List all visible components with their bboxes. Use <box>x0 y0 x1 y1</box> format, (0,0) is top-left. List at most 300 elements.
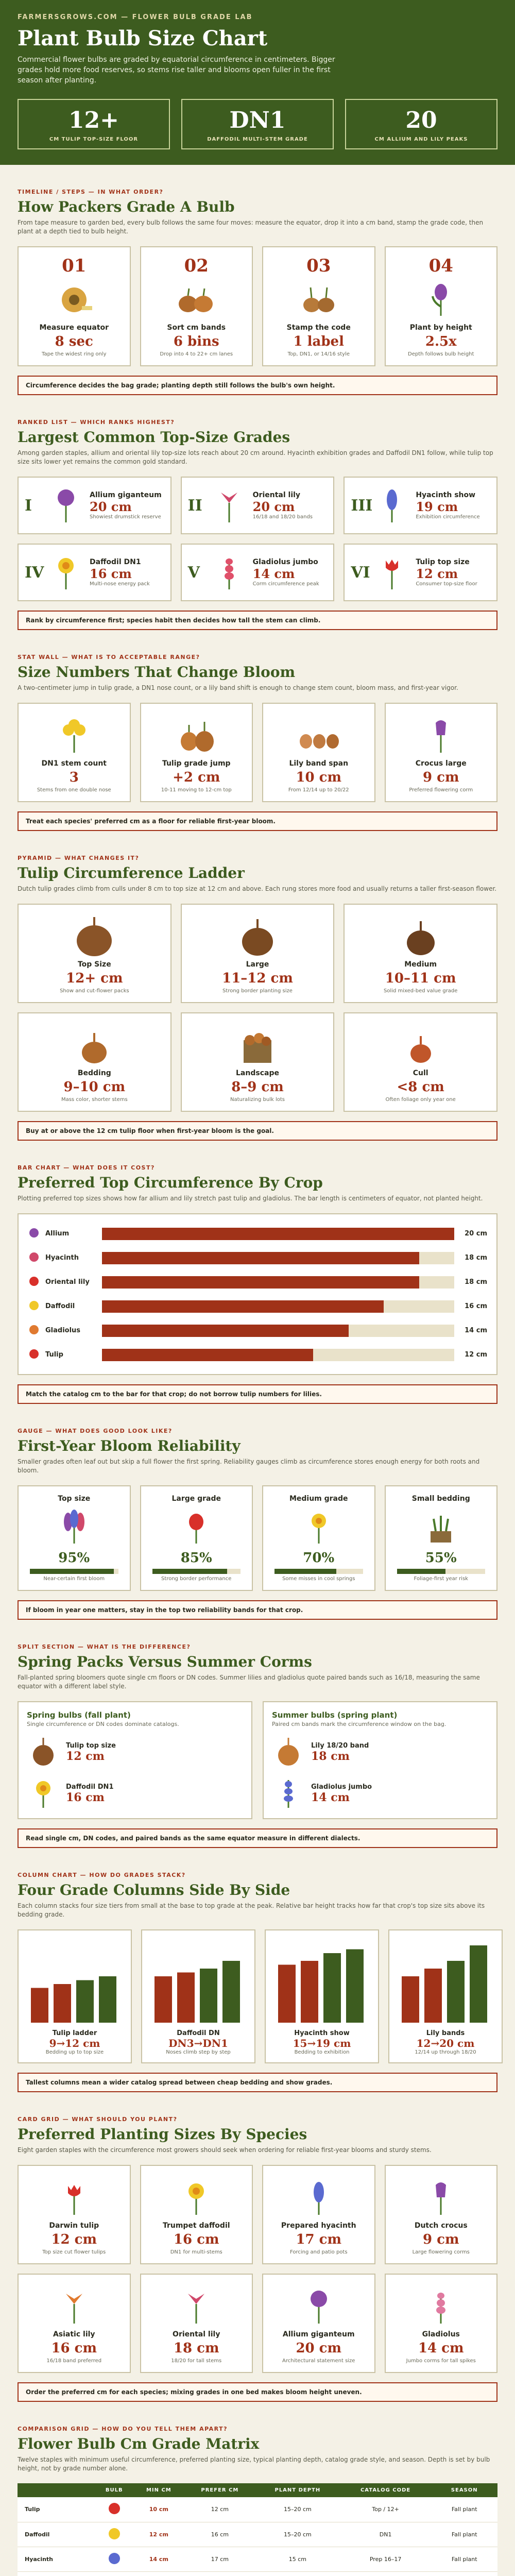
species-value: 16 cm <box>173 2232 219 2247</box>
panel-row <box>27 1736 243 1769</box>
column-name: Tulip ladder <box>52 2029 97 2037</box>
reliability-title: Small bedding <box>411 1495 470 1503</box>
reliability-callout: If bloom in year one matters, stay in the top two reliability bands for that crop. <box>18 1600 497 1620</box>
page-title: Plant Bulb Size Chart <box>18 26 268 50</box>
stat-note: From 12/14 up to 20/22 <box>288 787 349 793</box>
section-kicker: BAR CHART — WHAT DOES IT COST? <box>18 1164 155 1171</box>
section-title: Spring Packs Versus Summer Corms <box>18 1653 312 1670</box>
reliability-note: Near-certain first bloom <box>43 1576 105 1582</box>
table-header-cell: PLANT DEPTH <box>255 2483 340 2497</box>
topsize-section <box>0 419 515 630</box>
tape-measure-icon <box>25 281 124 318</box>
rank-number: III <box>351 496 373 515</box>
flower-icon <box>28 1227 45 1241</box>
section-kicker: PYRAMID — WHAT CHANGES IT? <box>18 855 140 861</box>
stat-label: CM ALLIUM AND LILY PEAKS <box>374 137 468 142</box>
flower-icon <box>28 1251 45 1265</box>
section-kicker: GAUGE — WHAT DOES GOOD LOOK LIKE? <box>18 1428 173 1434</box>
ladder-value: 10–11 cm <box>385 971 456 986</box>
stats-callout: Treat each species' preferred cm as a floor for reliable first-year bloom. <box>18 811 497 831</box>
column-value: 15→19 cm <box>293 2037 351 2049</box>
species-note: 18/20 for tall stems <box>171 2358 222 2364</box>
species-note: Architectural statement size <box>282 2358 355 2364</box>
crocus-icon <box>392 2179 491 2216</box>
hero-stat <box>345 99 497 149</box>
section-title: Tulip Circumference Ladder <box>18 865 245 882</box>
column-bar <box>346 1950 364 2023</box>
lily-bulb-icon <box>272 1736 305 1769</box>
ladder-value: 11–12 cm <box>222 971 293 986</box>
lily-icon <box>211 487 248 524</box>
species-name: Trumpet daffodil <box>162 2222 230 2230</box>
table-cell: 17 cm <box>184 2547 255 2571</box>
stat-title: Tulip grade jump <box>162 759 231 768</box>
column-bar <box>200 1969 217 2023</box>
column-note: Noses climb step by step <box>166 2049 231 2055</box>
bar <box>102 1300 384 1313</box>
bulb-label-icon <box>269 281 368 318</box>
step-note: Top, DN1, or 14/16 style <box>287 351 350 357</box>
panel-row-value: 14 cm <box>311 1790 350 1804</box>
bar-row <box>28 1294 487 1318</box>
reliability-pct: 95% <box>58 1550 90 1566</box>
species-note: Large flowering corms <box>412 2249 470 2255</box>
step-card <box>385 246 498 366</box>
tulip-icon <box>147 1508 246 1545</box>
panel-row-name: Tulip top size <box>66 1741 116 1750</box>
stat-title: Crocus large <box>415 759 467 768</box>
bar-value: 18 cm <box>465 1254 487 1262</box>
lily-icon <box>25 2288 124 2325</box>
reliability-note: Foliage-first year risk <box>414 1576 468 1582</box>
planting-flower-icon <box>392 281 491 318</box>
cell-name: Hyacinth <box>18 2547 95 2571</box>
topsize-callout: Rank by circumference first; species habit then decides how tall the stem can climb. <box>18 611 497 630</box>
column-name: Lily bands <box>426 2029 465 2037</box>
split-section <box>0 1643 515 1848</box>
section-kicker: COMPARISON GRID — HOW DO YOU TELL THEM APART? <box>18 2426 228 2432</box>
flower-icon <box>28 1275 45 1290</box>
species-card <box>18 2165 131 2264</box>
species-name: Gladiolus <box>422 2330 460 2338</box>
column-card <box>388 1929 503 2063</box>
ladder-value: 8–9 cm <box>231 1079 284 1095</box>
reliability-note: Some misses in cool springs <box>282 1576 355 1582</box>
section-desc: From tape measure to garden bed, every bulb follows the same four moves: measure the equator, drop it into a cm band, stamp the grade code, then plant at a depth tied to bulb height. <box>18 219 484 235</box>
bar-label: Oriental lily <box>45 1278 90 1286</box>
bulb-icon <box>95 2497 133 2522</box>
column-note: 12/14 up through 18/20 <box>415 2049 476 2055</box>
table-cell: 15–20 cm <box>255 2497 340 2522</box>
panel-sub: Single circumference or DN codes dominate catalogs. <box>27 1721 179 1727</box>
section-title: Preferred Top Circumference By Crop <box>18 1174 323 1191</box>
stat-big: 9 cm <box>423 770 459 785</box>
species-note: Forcing and patio pots <box>289 2249 348 2255</box>
bar-value: 20 cm <box>465 1230 487 1238</box>
hyacinth-icon <box>25 1508 124 1545</box>
table-row <box>18 2547 497 2571</box>
panel-row-value: 12 cm <box>66 1749 105 1763</box>
stat-card <box>140 703 253 802</box>
step-value: 1 label <box>293 334 344 349</box>
flower-icon <box>28 1348 45 1362</box>
rank-name: Hyacinth show <box>416 491 476 499</box>
spring-panel <box>18 1701 252 1819</box>
column-note: Bedding up to top size <box>45 2049 104 2055</box>
daffodil-icon <box>25 717 124 754</box>
bulb-icon <box>95 2547 133 2571</box>
rank-note: Consumer top-size floor <box>416 581 477 587</box>
allium-icon <box>47 487 84 524</box>
step-value: 8 sec <box>55 334 93 349</box>
column-bar <box>301 1961 318 2023</box>
stats-section <box>0 654 515 831</box>
topsize-grid <box>18 477 497 601</box>
column-chart <box>26 1938 124 2025</box>
species-grid <box>18 2165 497 2373</box>
tulip-icon <box>25 2179 124 2216</box>
ladder-note: Naturalizing bulk lots <box>230 1097 285 1103</box>
species-name: Asiatic lily <box>53 2330 95 2338</box>
rank-name: Gladiolus jumbo <box>252 558 318 566</box>
ladder-value: <8 cm <box>397 1079 444 1095</box>
reliability-card <box>140 1485 253 1591</box>
rank-name: Tulip top size <box>416 558 470 566</box>
column-value: 9→12 cm <box>49 2037 100 2049</box>
rank-value: 20 cm <box>252 499 295 514</box>
reliability-card <box>18 1485 131 1591</box>
reliability-pct: 55% <box>425 1550 457 1566</box>
table-cell: 10 cm <box>133 2497 184 2522</box>
column-bar <box>447 1961 465 2023</box>
species-card <box>140 2274 253 2373</box>
species-value: 18 cm <box>173 2341 219 2356</box>
table-cell: 12 cm <box>184 2497 255 2522</box>
table-header-cell <box>18 2483 95 2497</box>
stat-label: DAFFODIL MULTI-STEM GRADE <box>207 137 308 142</box>
bar <box>102 1325 349 1337</box>
ladder-grid <box>18 904 497 1112</box>
ladder-note: Strong border planting size <box>222 988 293 994</box>
column-bar <box>278 1965 296 2023</box>
bulb-icon <box>351 918 490 955</box>
step-title: Plant by height <box>409 324 472 332</box>
species-value: 14 cm <box>418 2341 464 2356</box>
cell-name <box>18 2571 95 2576</box>
bar-track <box>102 1228 454 1240</box>
table-cell: Top / 12+ <box>340 2497 432 2522</box>
rank-card <box>18 477 171 534</box>
species-name: Oriental lily <box>173 2330 220 2338</box>
column-name: Daffodil DN <box>177 2029 220 2037</box>
species-name: Darwin tulip <box>49 2222 99 2230</box>
rank-value: 19 cm <box>416 499 458 514</box>
rank-value: 12 cm <box>416 566 458 581</box>
stat-note: Stems from one double nose <box>37 787 111 793</box>
rank-card <box>181 544 335 601</box>
rank-note: 16/18 and 18/20 bands <box>252 514 313 520</box>
section-desc: Twelve staples with minimum useful circumference, preferred planting size, typical planting depth, catalog grade style, and season. Depth is set by bulb height, not by grade number alone. <box>18 2456 490 2472</box>
gladiolus-icon <box>272 1777 305 1810</box>
column-bar <box>222 1961 240 2023</box>
rank-card <box>18 544 171 601</box>
stat-label: CM TULIP TOP-SIZE FLOOR <box>49 137 139 142</box>
ladder-card <box>344 904 497 1003</box>
rank-number: V <box>187 563 200 582</box>
barchart-section <box>0 1164 515 1404</box>
rank-note: Multi-nose energy pack <box>90 581 150 587</box>
step-number: 04 <box>428 256 453 276</box>
species-value: 20 cm <box>296 2341 342 2356</box>
panel-title: Spring bulbs (fall plant) <box>27 1710 131 1720</box>
hero-stats <box>18 99 497 149</box>
bulb-icon <box>95 2571 133 2576</box>
species-note: 16/18 band preferred <box>46 2358 102 2364</box>
reliability-note: Strong border performance <box>161 1576 232 1582</box>
steps-grid <box>18 246 497 366</box>
bar-track <box>102 1252 454 1264</box>
species-card <box>262 2274 375 2373</box>
daffodil-icon <box>47 554 84 591</box>
small-bulb-icon <box>351 1027 490 1064</box>
ladder-card <box>181 904 335 1003</box>
column-bar <box>424 1969 442 2023</box>
step-value: 6 bins <box>173 334 219 349</box>
table-header-cell: BULB <box>95 2483 133 2497</box>
section-title: How Packers Grade A Bulb <box>18 198 235 215</box>
rank-note: Showiest drumstick reserve <box>90 514 161 520</box>
column-bar <box>99 1976 116 2023</box>
column-note: Bedding to exhibition <box>294 2049 350 2055</box>
bar-value: 14 cm <box>465 1327 487 1334</box>
reliability-title: Medium grade <box>289 1495 348 1503</box>
ladder-note: Solid mixed-bed value grade <box>383 988 458 994</box>
rank-number: IV <box>25 563 44 582</box>
section-title: Largest Common Top-Size Grades <box>18 429 290 446</box>
stat-title: DN1 stem count <box>41 759 107 768</box>
reliability-card <box>385 1485 498 1591</box>
ladder-card <box>18 904 171 1003</box>
stat-card <box>18 703 131 802</box>
step-number: 02 <box>184 256 209 276</box>
stat-big: +2 cm <box>173 770 220 785</box>
hyacinth-icon <box>269 2179 368 2216</box>
bar-value: 12 cm <box>465 1351 487 1359</box>
rank-number: VI <box>351 563 370 582</box>
bulb-icon <box>25 918 164 955</box>
table-cell: 16 cm <box>184 2522 255 2547</box>
stat-big: 3 <box>69 770 79 785</box>
table-header-cell: SEASON <box>431 2483 497 2497</box>
barchart-callout: Match the catalog cm to the bar for that crop; do not borrow tulip numbers for lilies. <box>18 1384 497 1404</box>
rank-value: 20 cm <box>90 499 132 514</box>
bar-track <box>102 1349 454 1361</box>
species-note: Top size cut flower tulips <box>42 2249 106 2255</box>
table-cell <box>340 2571 432 2576</box>
step-title: Measure equator <box>39 324 109 332</box>
table-header-cell: PREFER CM <box>184 2483 255 2497</box>
column-chart <box>273 1938 371 2025</box>
section-title: First-Year Bloom Reliability <box>18 1437 241 1454</box>
ladder-card <box>18 1012 171 1112</box>
ladder-card <box>181 1012 335 1112</box>
panel-title: Summer bulbs (spring plant) <box>272 1710 398 1720</box>
gladiolus-icon <box>392 2288 491 2325</box>
crocus-icon <box>392 717 491 754</box>
section-kicker: RANKED LIST — WHICH RANKS HIGHEST? <box>18 419 175 426</box>
table-cell: Fall plant <box>431 2547 497 2571</box>
species-section <box>0 2116 515 2402</box>
stat-card <box>385 703 498 802</box>
species-note: DN1 for multi-stems <box>170 2249 222 2255</box>
column-bar <box>76 1980 94 2023</box>
bar-label: Tulip <box>45 1351 63 1359</box>
stat-value: 12+ <box>68 107 119 133</box>
table-header-cell: CATALOG CODE <box>340 2483 432 2497</box>
reliability-card <box>262 1485 375 1591</box>
column-value: 12→20 cm <box>416 2037 475 2049</box>
bulb-icon <box>95 2522 133 2547</box>
bulb-basket-icon <box>188 1027 328 1064</box>
column-bar <box>31 1988 48 2023</box>
section-desc: Each column stacks four size tiers from small at the base to top grade at the peak. Relative bar height tracks how far that crop's top size sits above its bedding grade. <box>18 1902 485 1918</box>
species-value: 9 cm <box>423 2232 459 2247</box>
species-name: Dutch crocus <box>414 2222 468 2230</box>
species-value: 12 cm <box>51 2232 97 2247</box>
ladder-title: Landscape <box>236 1069 279 1077</box>
stat-value: 20 <box>405 107 437 133</box>
rank-card <box>181 477 335 534</box>
bar-track <box>102 1276 454 1289</box>
column-bar <box>323 1953 341 2023</box>
section-kicker: STAT WALL — WHAT IS TO ACCEPTABLE RANGE? <box>18 654 200 660</box>
species-name: Allium giganteum <box>282 2330 355 2338</box>
bar-label: Daffodil <box>45 1302 75 1310</box>
step-title: Stamp the code <box>286 324 351 332</box>
table-cell: Fall plant <box>431 2522 497 2547</box>
ladder-title: Bedding <box>77 1069 111 1077</box>
ladder-note: Often foliage only year one <box>385 1097 456 1103</box>
panel-row-name: Daffodil DN1 <box>66 1783 114 1791</box>
step-number: 01 <box>62 256 87 276</box>
table-cell <box>255 2571 340 2576</box>
reliability-bar <box>152 1569 241 1574</box>
species-card <box>385 2274 498 2373</box>
reliability-bar <box>274 1569 363 1574</box>
table-cell: 12 cm <box>133 2522 184 2547</box>
species-card <box>18 2274 131 2373</box>
species-note: Jumbo corms for tall spikes <box>406 2358 476 2364</box>
hero-header <box>0 0 515 165</box>
site-name: FARMERSGROWS.COM — FLOWER BULB GRADE LAB <box>18 13 253 21</box>
ladder-note: Mass color, shorter stems <box>61 1097 128 1103</box>
bar <box>102 1228 454 1240</box>
stat-note: 10-11 moving to 12-cm top <box>161 787 232 793</box>
panel-row <box>27 1777 243 1810</box>
grade-matrix-table <box>18 2483 497 2576</box>
ladder-note: Show and cut-flower packs <box>60 988 129 994</box>
daffodil-icon <box>147 2179 246 2216</box>
stat-title: Lily band span <box>289 759 349 768</box>
rank-note: Corm circumference peak <box>252 581 319 587</box>
panel-row-value: 16 cm <box>66 1790 105 1804</box>
step-note: Tape the widest ring only <box>41 351 107 357</box>
section-desc: Among garden staples, allium and oriental lily top-size lots reach about 20 cm around. Hyacinth exhibition grades and Daffodil DN1 follow, while tulip top size sits lower yet remains the common gold standard. <box>18 449 493 465</box>
step-title: Sort cm bands <box>167 324 226 332</box>
rank-card <box>344 544 497 601</box>
hyacinth-icon <box>373 487 410 524</box>
reliability-grid <box>18 1485 497 1591</box>
column-chart-grid <box>18 1929 497 2063</box>
reliability-section <box>0 1428 515 1620</box>
matrix-section <box>0 2426 515 2576</box>
ladder-value: 9–10 cm <box>63 1079 126 1095</box>
columns-section <box>0 1872 515 2092</box>
section-desc: A two-centimeter jump in tulip grade, a DN1 nose count, or a lily band shift is enough to change stem count, bloom mass, and first-year vigor. <box>18 684 458 691</box>
bar-label: Allium <box>45 1230 70 1238</box>
step-card <box>262 246 375 366</box>
section-desc: Smaller grades often leaf out but skip a full flower the first spring. Reliability gauges climb as circumference stores enough energy for both roots and bloom. <box>18 1458 480 1474</box>
panel-row-value: 18 cm <box>311 1749 350 1763</box>
column-bar <box>177 1973 195 2023</box>
bar-chart <box>18 1213 497 1375</box>
reliability-fill <box>274 1569 336 1574</box>
column-name: Hyacinth show <box>294 2029 350 2037</box>
summer-panel <box>263 1701 497 1819</box>
sorting-bins-icon <box>147 281 246 318</box>
table-cell <box>431 2571 497 2576</box>
table-row <box>18 2522 497 2547</box>
section-desc: Fall-planted spring bloomers quote single cm floors or DN codes. Summer lilies and gladiolus quote paired bands such as 16/18, measuring the same equator with a different label style. <box>18 1674 480 1690</box>
table-cell: DN1 <box>340 2522 432 2547</box>
ladder-callout: Buy at or above the 12 cm tulip floor when first-year bloom is the goal. <box>18 1121 497 1141</box>
daffodil-icon <box>27 1777 60 1810</box>
reliability-title: Large grade <box>171 1495 221 1503</box>
bar <box>102 1252 419 1264</box>
table-cell: 14 cm <box>133 2547 184 2571</box>
panel-row <box>272 1777 488 1810</box>
species-value: 16 cm <box>51 2341 97 2356</box>
step-value: 2.5x <box>425 334 457 349</box>
ladder-title: Top Size <box>77 960 111 969</box>
split-callout: Read single cm, DN codes, and paired bands as the same equator measure in different dialects. <box>18 1828 497 1848</box>
bar-value: 16 cm <box>465 1302 487 1310</box>
rank-number: I <box>25 496 32 515</box>
bar-row <box>28 1246 487 1270</box>
reliability-bar <box>397 1569 486 1574</box>
reliability-fill <box>30 1569 114 1574</box>
column-chart <box>149 1938 247 2025</box>
stat-note: Preferred flowering corm <box>409 787 473 793</box>
column-bar <box>470 1945 487 2023</box>
reliability-fill <box>152 1569 228 1574</box>
tulip-bulb-icon <box>27 1736 60 1769</box>
rank-name: Oriental lily <box>252 491 301 499</box>
species-name: Prepared hyacinth <box>281 2222 356 2230</box>
species-callout: Order the preferred cm for each species; mixing grades in one bed makes bloom height uneven. <box>18 2382 497 2402</box>
cell-name: Tulip <box>18 2497 95 2522</box>
column-card <box>265 1929 379 2063</box>
ladder-title: Large <box>246 960 269 969</box>
page-subtitle: Commercial flower bulbs are graded by equatorial circumference in centimeters. Bigger grades hold more food reserves, so stems rise taller and blooms open fuller in the first season after planting. <box>18 56 335 84</box>
reliability-pct: 85% <box>180 1550 212 1566</box>
column-bar <box>154 1976 172 2023</box>
lily-bulbs-icon <box>269 717 368 754</box>
column-bar <box>402 1976 419 2023</box>
ladder-card <box>344 1012 497 1112</box>
split-panels <box>18 1701 497 1819</box>
ladder-title: Cull <box>413 1069 428 1077</box>
